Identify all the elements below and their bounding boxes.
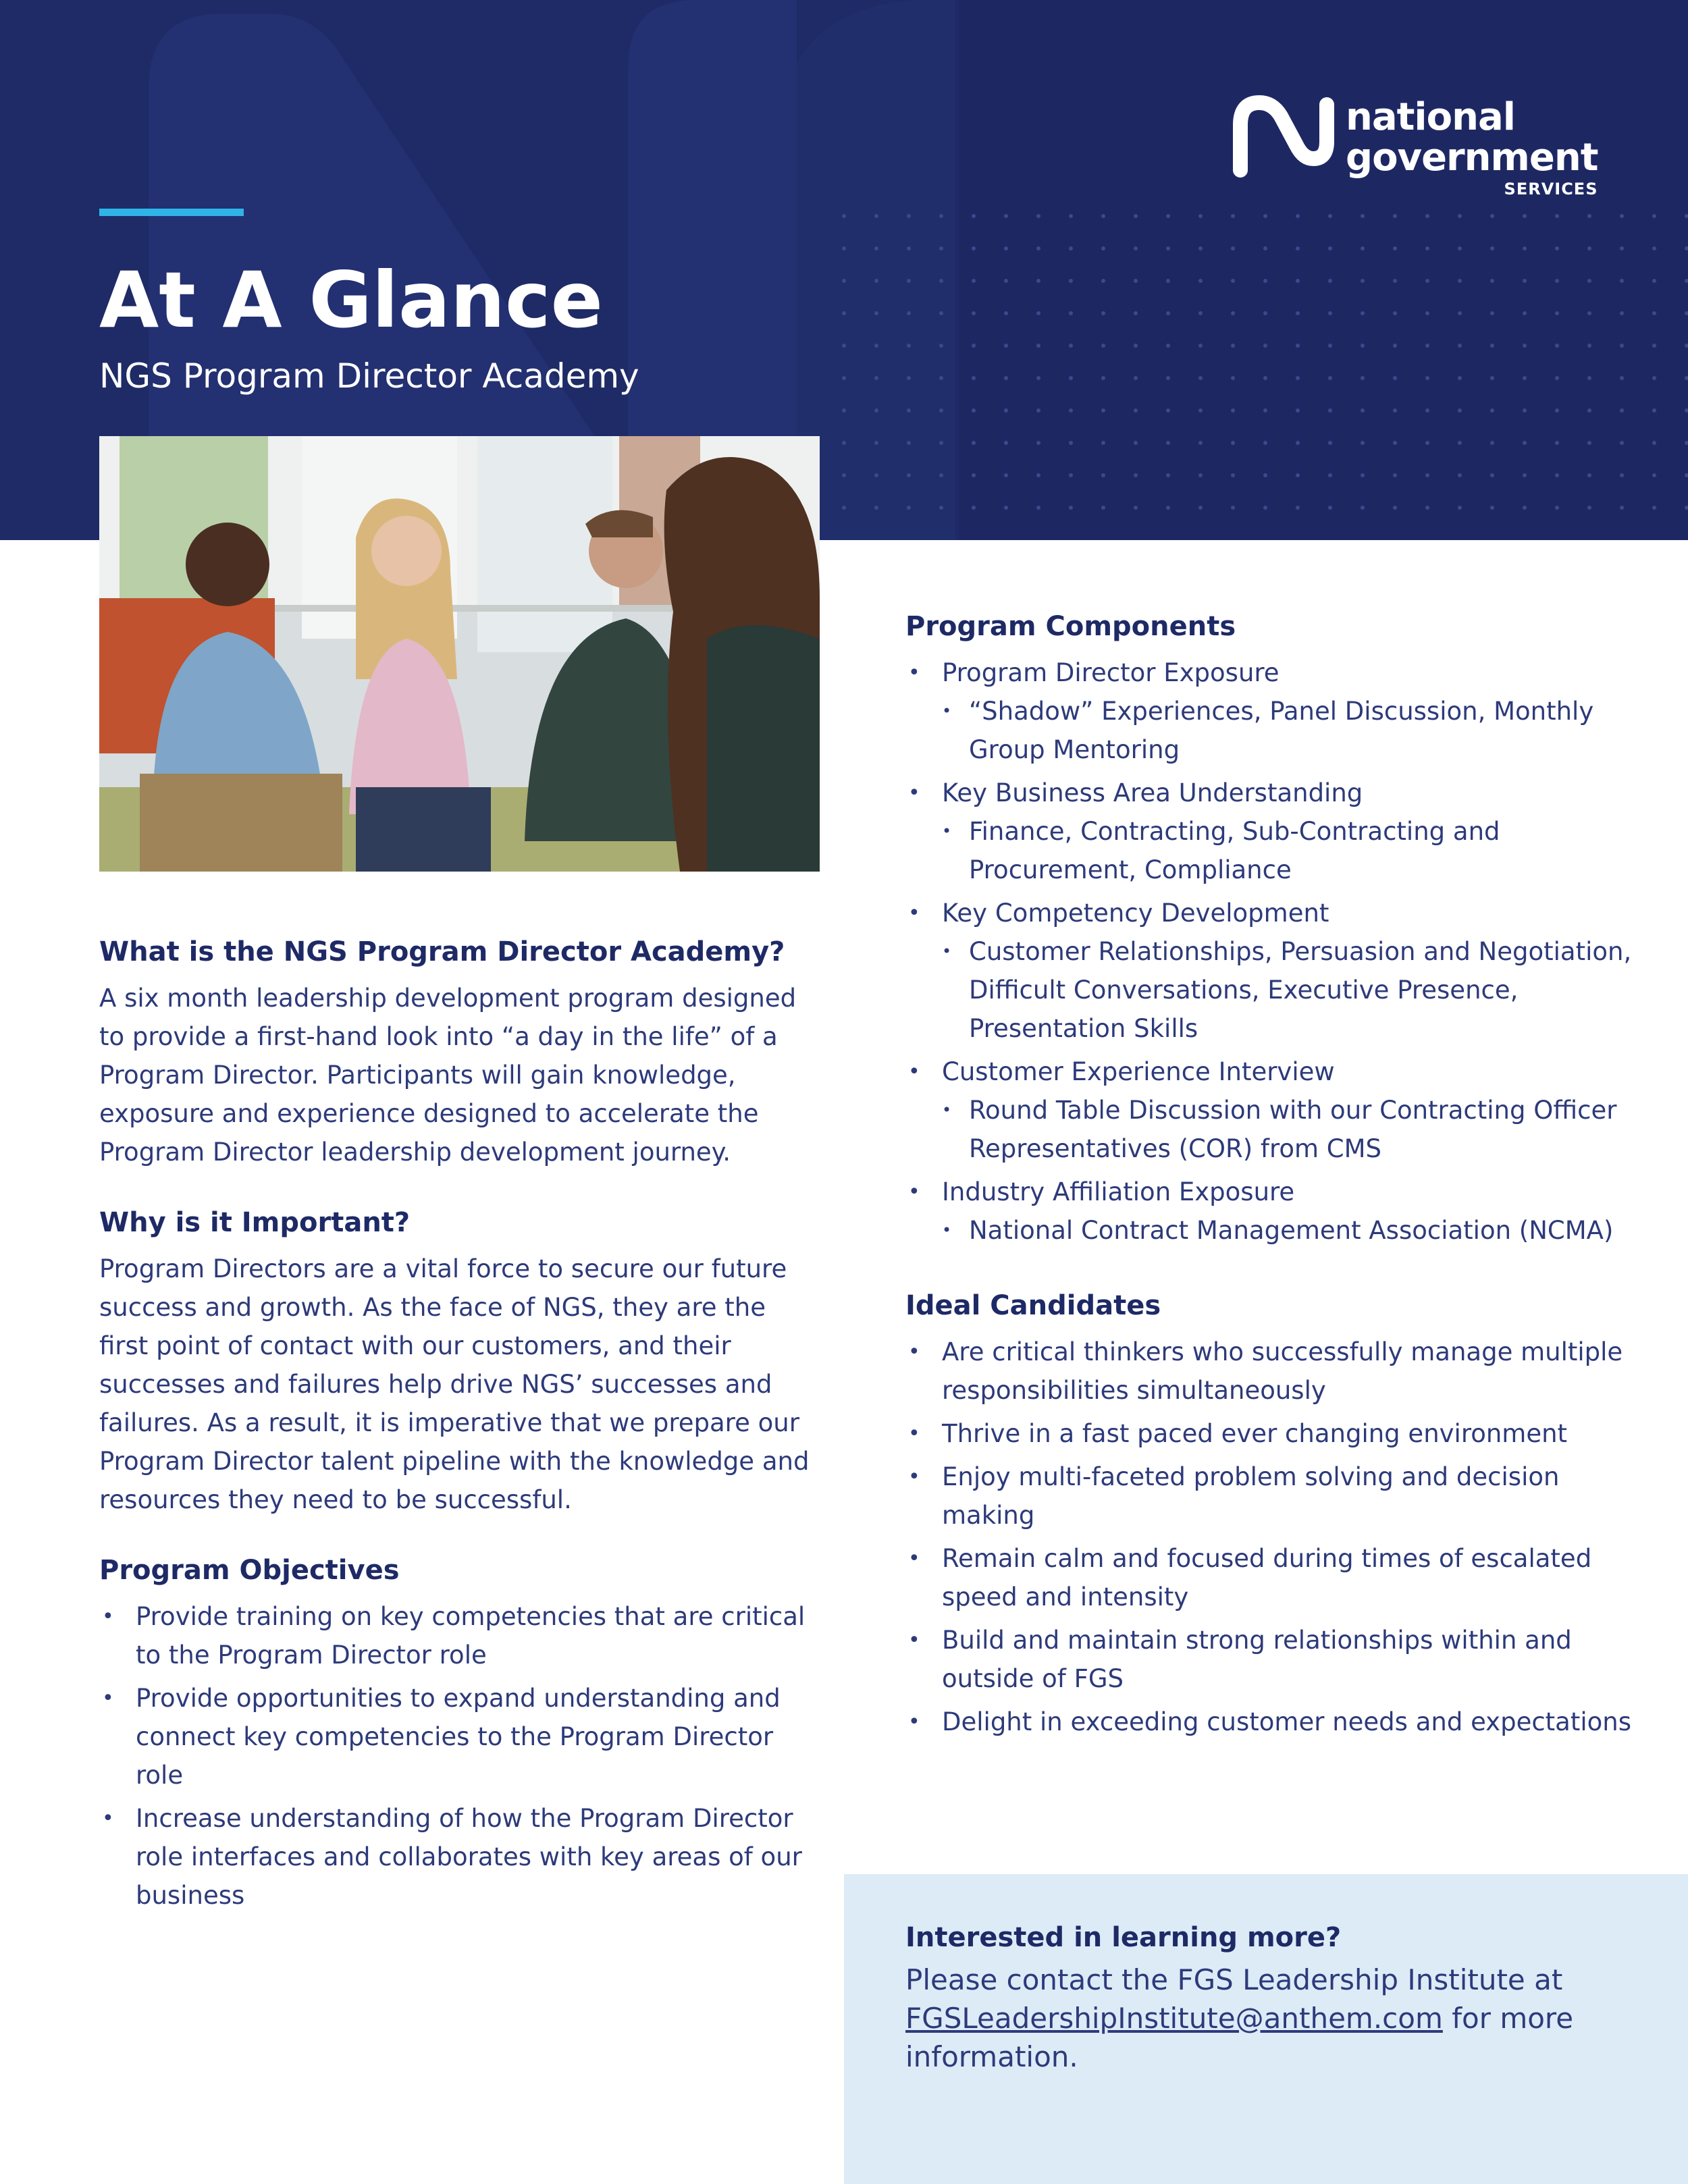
sub-list-item: • Finance, Contracting, Sub-Contracting and Procurement, Compliance — [942, 812, 1641, 889]
list-item: • Program Director Exposure • “Shadow” Experiences, Panel Discussion, Monthly Group Mentoring — [905, 654, 1641, 769]
sub-list-item: • Round Table Discussion with our Contracting Officer Representatives (COR) from CMS — [942, 1091, 1641, 1168]
what-is-heading: What is the NGS Program Director Academy? — [99, 936, 785, 967]
list-item: • Delight in exceeding customer needs and expectations — [905, 1703, 1641, 1741]
ideal-candidates-list — [905, 1333, 1641, 1741]
list-item: • Customer Experience Interview • Round Table Discussion with our Contracting Officer Representatives (COR) from CMS — [905, 1053, 1641, 1168]
title-accent-bar — [99, 209, 244, 216]
sub-bullet-icon: • — [942, 1221, 952, 1240]
list-item: • Key Competency Development • Customer Relationships, Persuasion and Negotiation, Difficult Conversations, Executive Presence, Presentation Skills — [905, 894, 1641, 1048]
bullet-icon: • — [908, 1422, 920, 1445]
sub-list-item: • National Contract Management Association (NCMA) — [942, 1211, 1641, 1250]
bullet-icon: • — [102, 1605, 114, 1628]
program-components-heading: Program Components — [905, 611, 1236, 642]
program-objectives-list — [99, 1597, 815, 1915]
sub-list-item: • “Shadow” Experiences, Panel Discussion, Monthly Group Mentoring — [942, 692, 1641, 769]
program-objectives-heading: Program Objectives — [99, 1555, 400, 1586]
sub-bullet-icon: • — [942, 701, 952, 720]
list-item: • Remain calm and focused during times of escalated speed and intensity — [905, 1539, 1641, 1616]
bullet-icon: • — [908, 661, 920, 685]
right-column — [905, 608, 1641, 1746]
list-item: • Provide opportunities to expand understanding and connect key competencies to the Program Director role — [99, 1679, 815, 1794]
bullet-icon: • — [908, 1465, 920, 1489]
sub-list-item: • Customer Relationships, Persuasion and Negotiation, Difficult Conversations, Executive Presence, Presentation Skills — [942, 932, 1641, 1048]
sub-bullet-icon: • — [942, 942, 952, 961]
bullet-icon: • — [102, 1807, 114, 1830]
sub-bullet-icon: • — [942, 822, 952, 841]
what-is-body: A six month leadership development program designed to provide a first-hand look into “a day in the life” of a Program Director. Participants will gain knowledge, exposure and experience designed to accelerate the Program Director leadership development journey. — [99, 984, 797, 1167]
logo-text-services: SERVICES — [1504, 180, 1598, 198]
list-item: • Key Business Area Understanding • Finance, Contracting, Sub-Contracting and Procurement, Compliance — [905, 774, 1641, 889]
email-link[interactable]: FGSLeadershipInstitute@anthem.com — [905, 2002, 1443, 2035]
list-item: • Build and maintain strong relationships within and outside of FGS — [905, 1621, 1641, 1698]
bullet-icon: • — [908, 1340, 920, 1364]
logo-text-government: government — [1346, 136, 1598, 180]
why-important-body: Program Directors are a vital force to secure our future success and growth. As the face of NGS, they are the first point of contact with our customers, and their successes and failures help drive NGS’ successes and failures. As a result, it is imperative that we prepare our Program Director talent pipeline with the knowledge and resources they need to be successful. — [99, 1254, 810, 1514]
contact-heading: Interested in learning more? — [905, 1922, 1342, 1953]
contact-panel — [844, 1874, 1688, 2184]
list-item: • Increase understanding of how the Program Director role interfaces and collaborates with key areas of our business — [99, 1799, 815, 1915]
ngs-logo-icon — [1232, 95, 1340, 182]
page-title: At A Glance — [99, 255, 603, 345]
bullet-icon: • — [908, 901, 920, 925]
bullet-icon: • — [908, 1547, 920, 1570]
bullet-icon: • — [908, 1180, 920, 1204]
why-important-heading: Why is it Important? — [99, 1207, 411, 1238]
list-item: • Thrive in a fast paced ever changing environment — [905, 1414, 1641, 1453]
bullet-icon: • — [908, 1628, 920, 1652]
ngs-logo — [1232, 95, 1610, 203]
contact-text: Please contact the FGS Leadership Institute at FGSLeadershipInstitute@anthem.com for more information. — [905, 1963, 1574, 2073]
program-components-list — [905, 654, 1641, 1250]
list-item: • Enjoy multi-faceted problem solving and decision making — [905, 1458, 1641, 1535]
list-item: • Industry Affiliation Exposure • National Contract Management Association (NCMA) — [905, 1173, 1641, 1250]
list-item: • Provide training on key competencies that are critical to the Program Director role — [99, 1597, 815, 1674]
sub-bullet-icon: • — [942, 1100, 952, 1119]
page-subtitle: NGS Program Director Academy — [99, 356, 639, 396]
logo-text-national: national — [1346, 95, 1515, 139]
left-column — [99, 933, 815, 1919]
bullet-icon: • — [102, 1686, 114, 1710]
bullet-icon: • — [908, 1710, 920, 1734]
bullet-icon: • — [908, 1060, 920, 1084]
team-meeting-photo — [99, 436, 820, 872]
ideal-candidates-heading: Ideal Candidates — [905, 1290, 1161, 1321]
list-item: • Are critical thinkers who successfully manage multiple responsibilities simultaneously — [905, 1333, 1641, 1410]
bullet-icon: • — [908, 781, 920, 805]
